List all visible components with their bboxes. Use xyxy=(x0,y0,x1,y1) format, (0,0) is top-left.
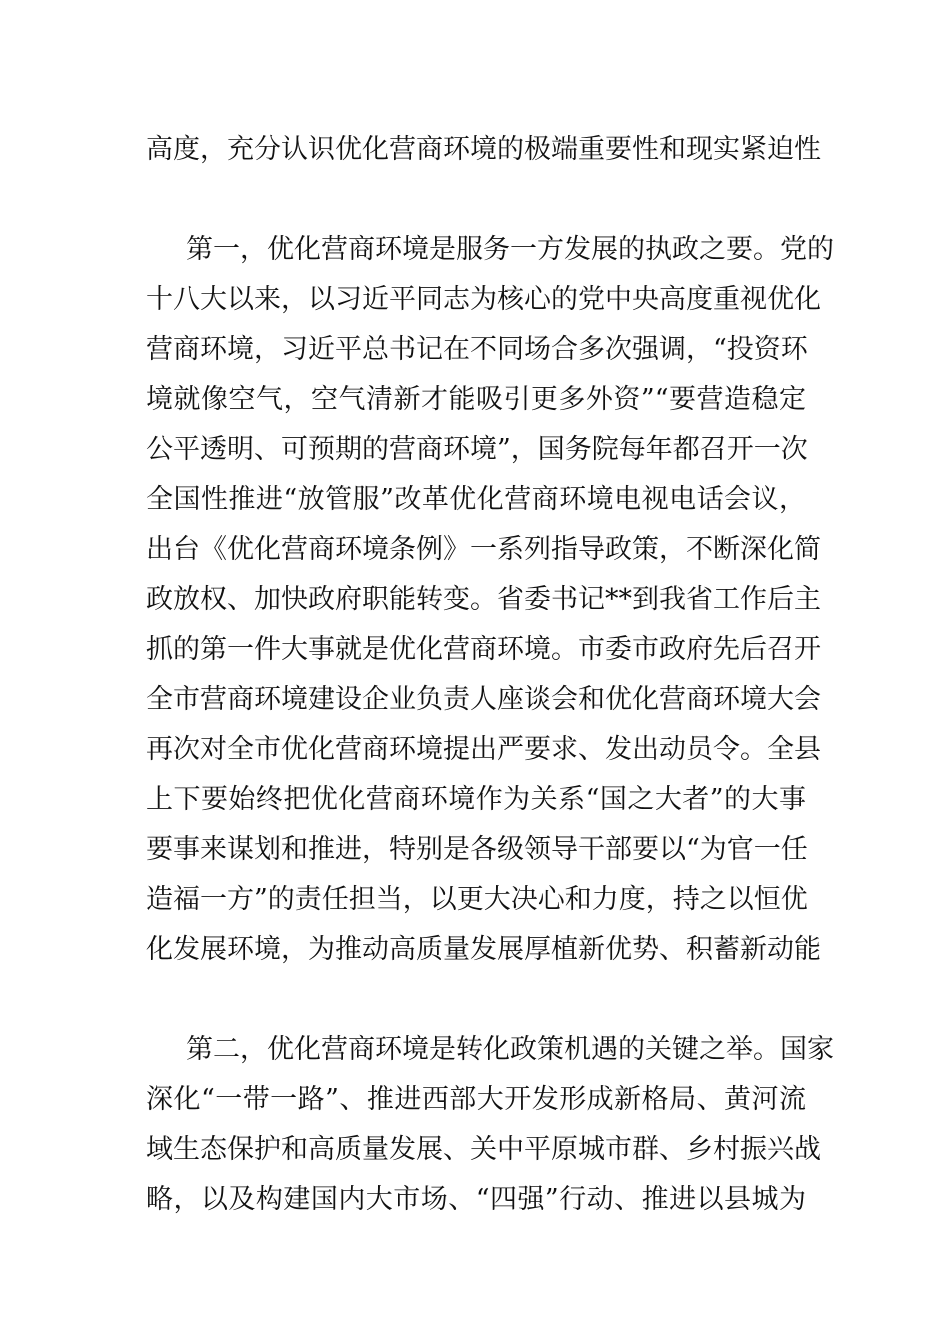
heading-tail-line: 高度，充分认识优化营商环境的极端重要性和现实紧迫性 xyxy=(146,134,821,165)
paragraph-1-line-15: 化发展环境，为推动高质量发展厚植新优势、积蓄新动能 xyxy=(146,934,821,965)
paragraph-2-line-1: 第二，优化营商环境是转化政策机遇的关键之举。国家 xyxy=(186,1034,834,1065)
paragraph-1-line-5: 公平透明、可预期的营商环境”，国务院每年都召开一次 xyxy=(146,434,808,465)
paragraph-1-line-2: 十八大以来，以习近平同志为核心的党中央高度重视优化 xyxy=(146,284,821,315)
paragraph-1-line-9: 抓的第一件大事就是优化营商环境。市委市政府先后召开 xyxy=(146,634,821,665)
paragraph-2-line-4: 略，以及构建国内大市场、“四强”行动、推进以县城为 xyxy=(146,1184,806,1215)
paragraph-1-line-11: 再次对全市优化营商环境提出严要求、发出动员令。全县 xyxy=(146,734,821,765)
paragraph-1-line-4: 境就像空气，空气清新才能吸引更多外资”“要营造稳定 xyxy=(146,384,806,415)
paragraph-1-line-12: 上下要始终把优化营商环境作为关系“国之大者”的大事 xyxy=(146,784,806,815)
paragraph-2-line-2: 深化“一带一路”、推进西部大开发形成新格局、黄河流 xyxy=(146,1084,806,1115)
paragraph-1-line-3: 营商环境，习近平总书记在不同场合多次强调，“投资环 xyxy=(146,334,808,365)
paragraph-1-line-14: 造福一方”的责任担当，以更大决心和力度，持之以恒优 xyxy=(146,884,808,915)
paragraph-1-line-6: 全国性推进“放管服”改革优化营商环境电视电话会议， xyxy=(146,484,806,515)
paragraph-1-line-8: 政放权、加快政府职能转变。省委书记**到我省工作后主 xyxy=(146,584,821,615)
paragraph-1-line-13: 要事来谋划和推进，特别是各级领导干部要以“为官一任 xyxy=(146,834,808,865)
paragraph-1-line-7: 出台《优化营商环境条例》一系列指导政策，不断深化简 xyxy=(146,534,821,565)
paragraph-1-line-10: 全市营商环境建设企业负责人座谈会和优化营商环境大会 xyxy=(146,684,821,715)
paragraph-1-line-1: 第一，优化营商环境是服务一方发展的执政之要。党的 xyxy=(186,234,834,265)
paragraph-2-line-3: 域生态保护和高质量发展、关中平原城市群、乡村振兴战 xyxy=(146,1134,821,1165)
